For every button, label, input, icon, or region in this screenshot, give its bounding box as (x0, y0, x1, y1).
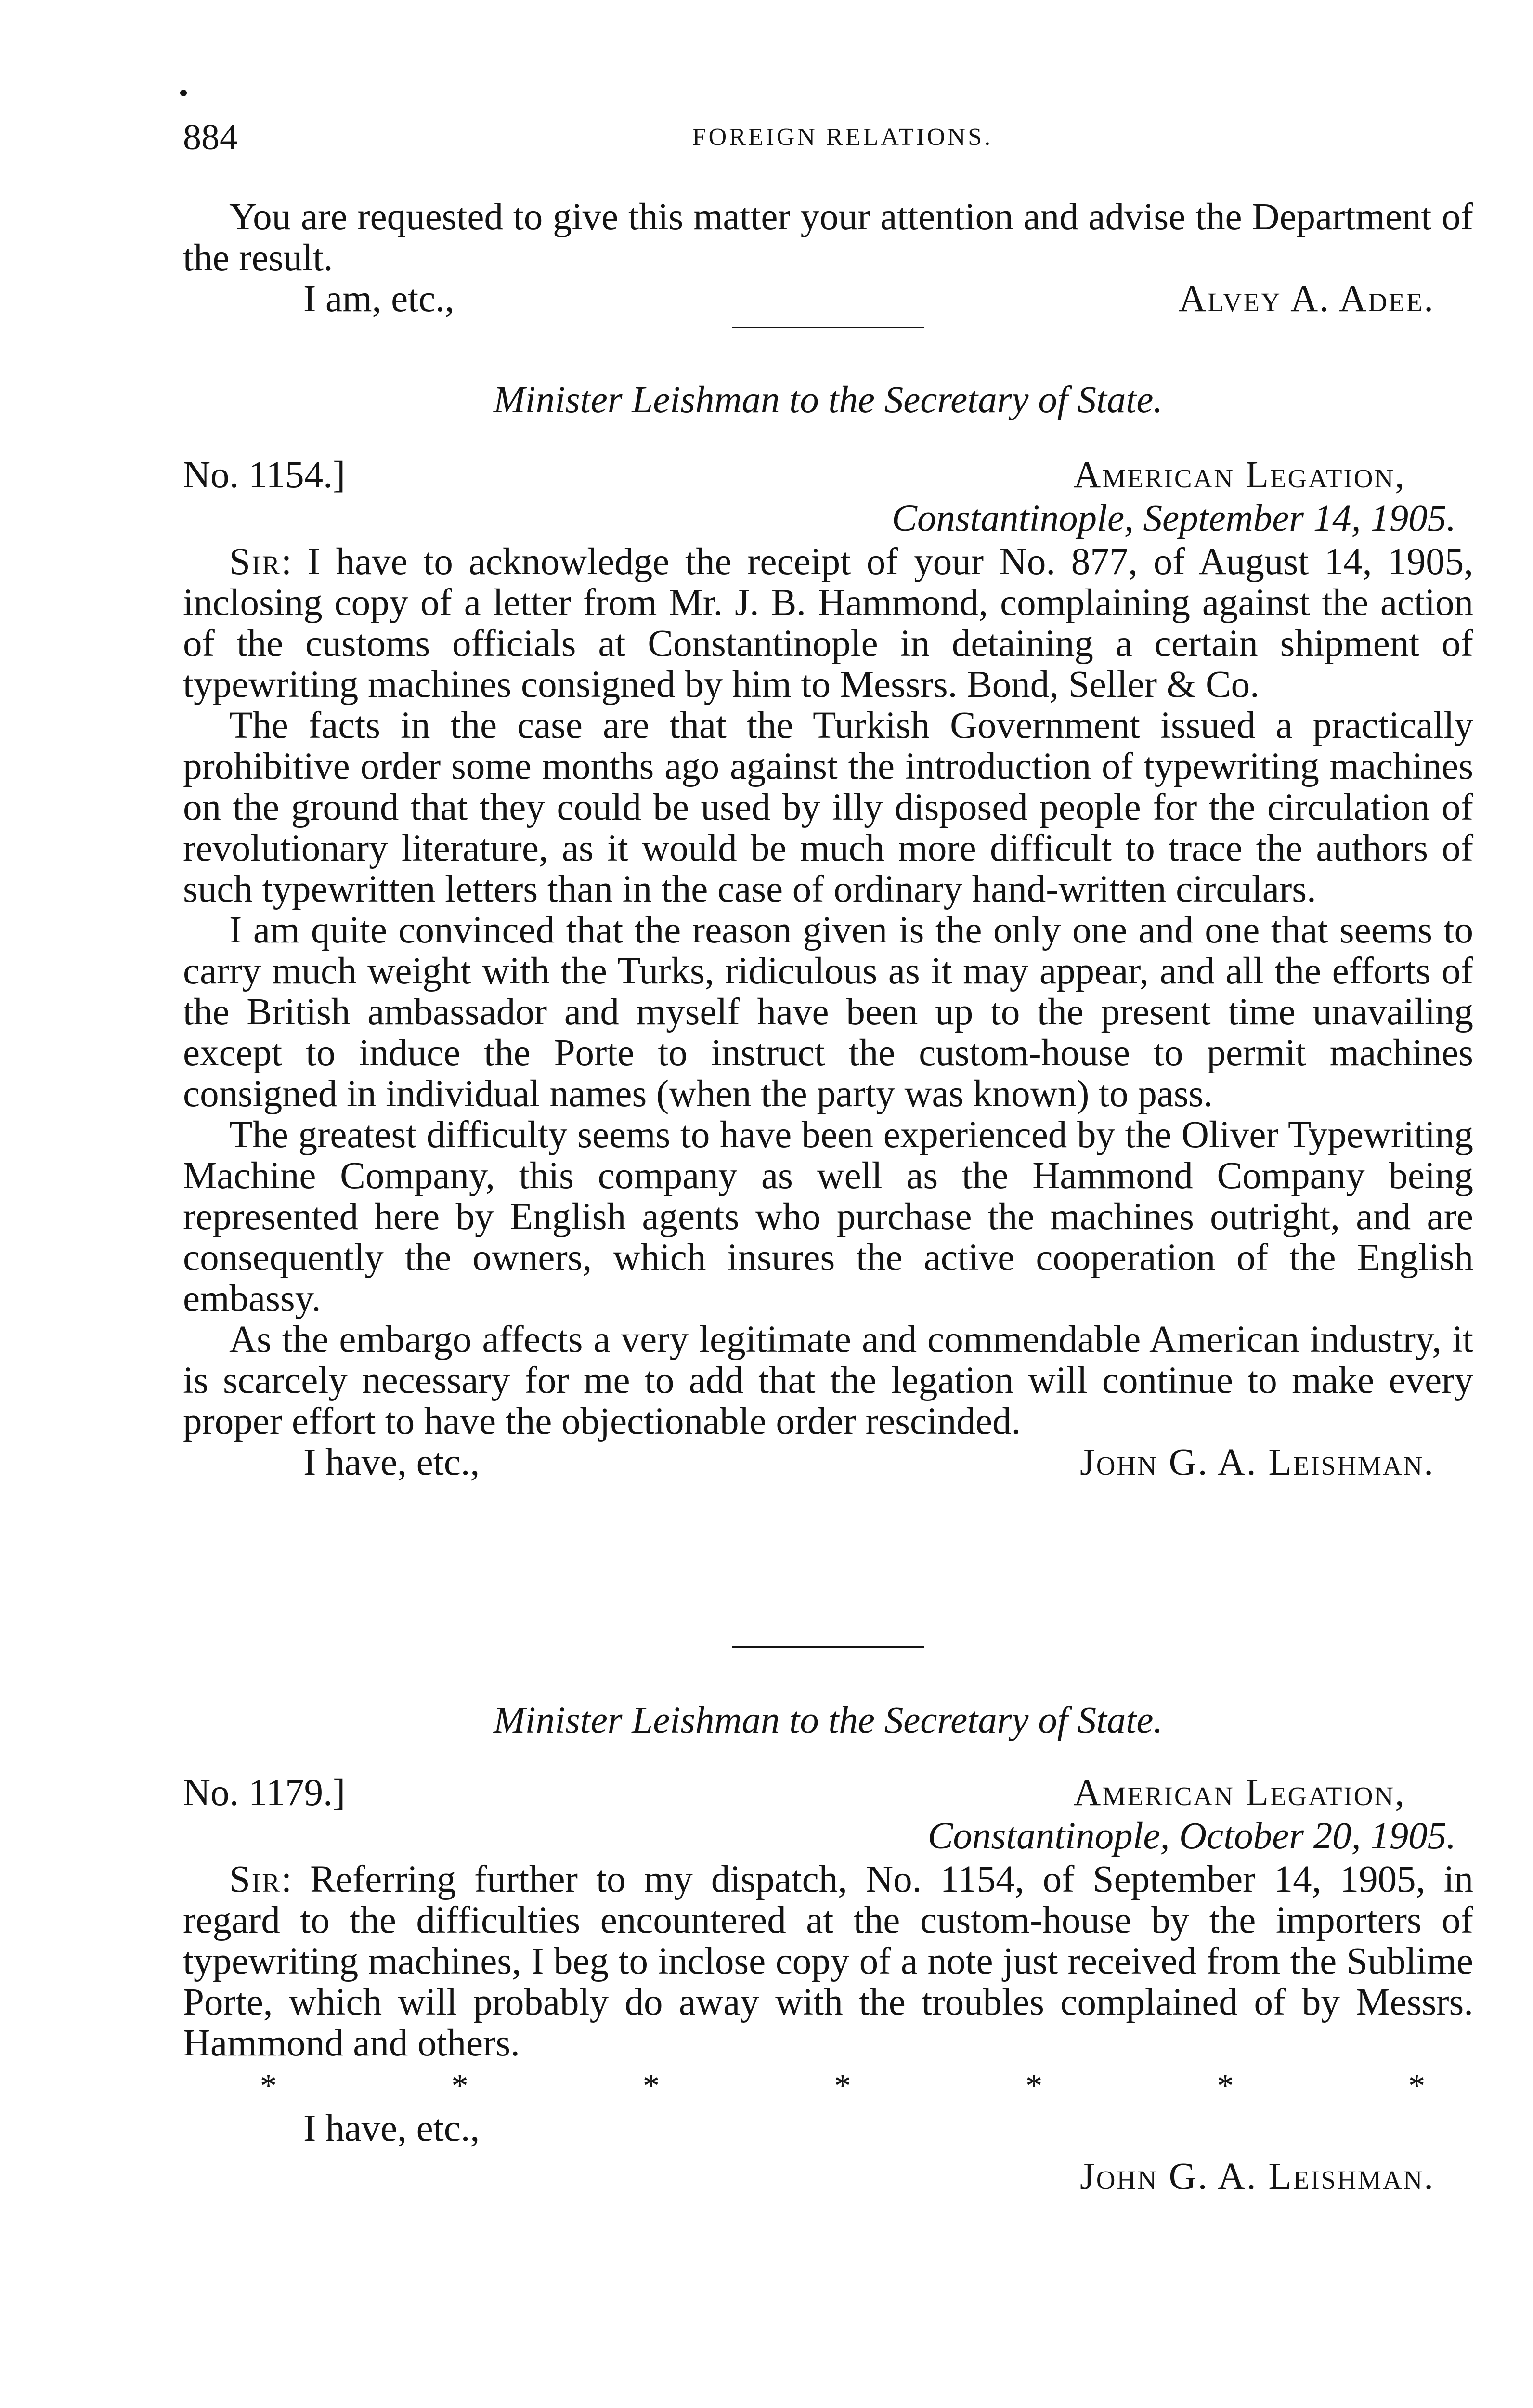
place-date: Constantinople, September 14, 1905. (892, 497, 1456, 539)
closing-text: I have, etc., (303, 1441, 480, 1483)
closing-text: I have, etc., (303, 2107, 480, 2149)
dispatch-number: No. 1179.] (183, 1772, 346, 1814)
salutation: Sir (229, 541, 281, 583)
dispatch-1179 (183, 1699, 1473, 1742)
omission-asterisks (183, 2064, 1473, 2108)
dispatch-1154 (183, 379, 1473, 422)
paragraph-text: : I have to acknowledge the receipt of your No. 877, of August 14, 1905, inclosing copy of a letter from Mr. J. B. Hammond, complaining against the action of the customs officials at Constantinople in detaining a certain shipment of typewriting machines consigned by him to Messrs. Bond, Seller & Co. (183, 541, 1473, 706)
paragraph-text: : Referring further to my dispatch, No. 1154, of September 14, 1905, in regard to the difficulties encountered at the custom-house by the importers of typewriting machines, I beg to inclose copy of a note just received from the Sublime Porte, which will probably do away with the troubles complained of by Messrs. Hammond and others. (183, 1858, 1473, 2064)
page-number: 884 (183, 117, 238, 157)
opening-paragraph: You are requested to give this matter your attention and advise the Department of the result. (183, 196, 1473, 279)
signer-name: John G. A. Leishman. (1080, 1441, 1435, 1483)
asterisk: * (643, 2067, 660, 2105)
dispatch-header-line (183, 1772, 1473, 1816)
asterisk: * (1026, 2067, 1042, 2105)
asterisk: * (1217, 2067, 1234, 2105)
legation-name: American Legation, (1073, 1772, 1406, 1814)
paragraph (183, 541, 1473, 705)
dispatch-signoff (183, 1442, 1473, 1486)
asterisk: * (451, 2067, 468, 2105)
paragraph: The facts in the case are that the Turkish Government issued a practically prohibitive order some months ago against the introduction of typewriting machines on the ground that they could be used by illy disposed people for the circulation of revolutionary literature, as it would be much more difficult to trace the authors of such typewritten letters than in the case of ordinary hand-written circulars. (183, 705, 1473, 910)
signer-name: John G. A. Leishman. (1080, 2156, 1435, 2198)
paragraph: I am quite convinced that the reason given is the only one and one that seems to carry much weight with the Turks, ridiculous as it may appear, and all the efforts of the British ambassador and myself have been up to the present time unavailing except to induce the Porte to instruct the custom-house to permit machines consigned in individual names (when the party was known) to pass. (183, 909, 1473, 1115)
paragraph: As the embargo affects a very legitimate and commendable American industry, it is scarcely necessary for me to add that the legation will continue to make every proper effort to have the objectionable order rescinded. (183, 1319, 1473, 1442)
section-rule (732, 327, 924, 328)
dispatch-1179-body (183, 1772, 1473, 2199)
page-header (183, 111, 1483, 164)
running-head: FOREIGN RELATIONS. (692, 123, 993, 151)
divider-1 (183, 327, 1473, 328)
asterisk: * (1408, 2067, 1425, 2105)
signer-name: Alvey A. Adee. (1179, 278, 1435, 320)
dispatch-heading: Minister Leishman to the Secretary of State. (493, 379, 1163, 421)
asterisk: * (260, 2067, 277, 2105)
divider-2 (183, 1646, 1473, 1648)
printer-mark (180, 90, 187, 96)
dispatch-number: No. 1154.] (183, 454, 346, 496)
dispatch-heading: Minister Leishman to the Secretary of State. (493, 1700, 1163, 1741)
opening-section (183, 196, 1473, 323)
opening-signoff (183, 278, 1473, 323)
dispatch-1154-body (183, 455, 1473, 1486)
paragraph (183, 1859, 1473, 2064)
paragraph: The greatest difficulty seems to have been experienced by the Oliver Typewriting Machine Company, this company as well as the Hammond Company being represented here by English agents who purchase the machines outright, and are consequently the owners, which insures the active cooperation of the English embassy. (183, 1114, 1473, 1320)
section-rule (732, 1646, 924, 1648)
place-date: Constantinople, October 20, 1905. (927, 1815, 1456, 1857)
salutation: Sir (229, 1858, 281, 1900)
asterisk: * (834, 2067, 851, 2105)
legation-name: American Legation, (1073, 454, 1406, 496)
dispatch-header-line (183, 455, 1473, 498)
closing-text: I am, etc., (303, 278, 455, 320)
